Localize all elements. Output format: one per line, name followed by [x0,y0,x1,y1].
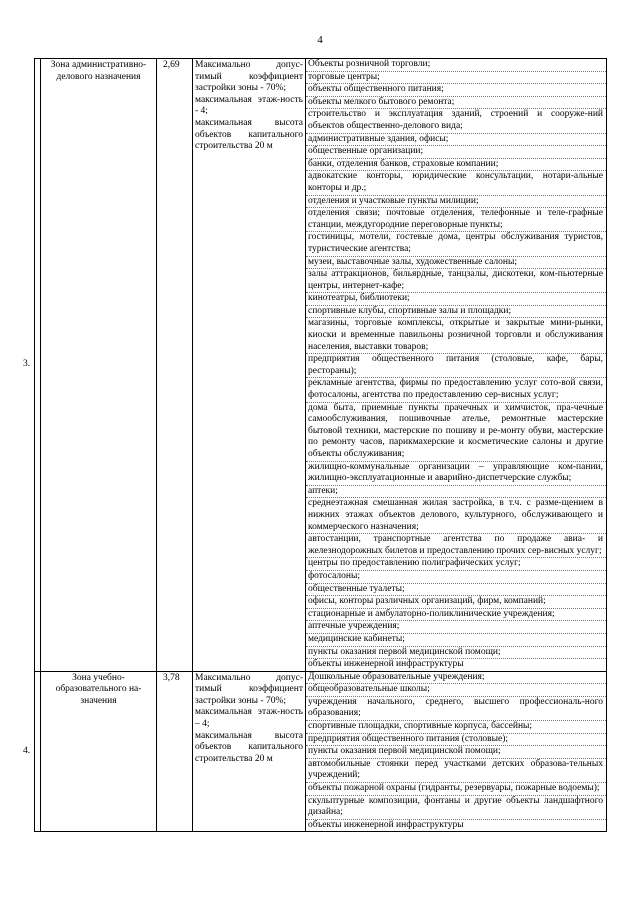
permitted-use-item: дома быта, приемные пункты прачечных и химчисток, пра-чечные самообслуживания, пошивочные ателье, ремонтные мастерские бытовой техники, мастерские по пошиву и ре-монту обуви, мастерские по ремонту часов, парикмахерские и косметические салоны и другие объекты обслуживания; [306,403,606,462]
parameter-line: максимальная высота объектов капитального строительства 20 м [195,730,303,764]
permitted-use-item: общественные туалеты; [306,584,606,597]
permitted-use-item: магазины, торговые комплексы, открытые и закрытые мини-рынки, киоски и временные павильоны розничной торговли и обслуживания населения, выставки товаров; [306,318,606,354]
permitted-use-item: предприятия общественного питания (столовые, кафе, бары, рестораны); [306,354,606,378]
zone-area: 2,69 [157,59,193,672]
permitted-use-item: предприятия общественного питания (столовые); [306,734,606,747]
zone-area: 3,78 [157,671,193,832]
permitted-use-item: музеи, выставочные залы, художественные салоны; [306,257,606,270]
permitted-use-item: торговые центры; [306,72,606,85]
permitted-use-item: спортивные клубы, спортивные залы и площадки; [306,306,606,319]
permitted-use-item: Дошкольные образовательные учреждения; [306,672,606,685]
permitted-use-item: кинотеатры, библиотеки; [306,293,606,306]
permitted-use-item: пункты оказания первой медицинской помощи; [306,746,606,759]
permitted-use-item: фотосалоны; [306,571,606,584]
permitted-use-item: спортивные площадки, спортивные корпуса, бассейны; [306,721,606,734]
permitted-use-item: аптеки; [306,486,606,499]
permitted-uses [306,59,607,672]
permitted-use-item: медицинские кабинеты; [306,634,606,647]
permitted-use-item: объекты инженерной инфраструктуры [308,819,464,830]
table-row [35,671,607,832]
permitted-use-item: гостиницы, мотели, гостевые дома, центры обслуживания туристов, туристические агентства; [306,232,606,256]
permitted-use-item: административные здания, офисы; [306,134,606,147]
permitted-use-item: офисы, конторы различных организаций, фирм, компаний; [306,596,606,609]
zone-name: Зона административно-делового назначения [41,59,157,672]
permitted-use-item: отделения и участковые пункты милиции; [306,196,606,209]
parameter-line: максимальная высота объектов капитального строительства 20 м [195,117,303,152]
permitted-use-item: жилищно-коммунальные организации – управляющие ком-пании, жилищно-эксплуатационные и аварийно-диспетчерские службы; [306,462,606,486]
zone-name: Зона учебно-образовательного на-значения [41,671,157,832]
permitted-use-item: объекты пожарной охраны (гидранты, резервуары, пожарные водоемы); [306,783,606,796]
parameter-line: максимальная этаж-ность - 4; [195,94,303,117]
permitted-use-item: банки, отделения банков, страховые компании; [306,159,606,172]
parameter-line: Максимально допус-тимый коэффициент застройки зоны - 70%; [195,672,303,706]
permitted-use-item: стационарные и амбулаторно-поликлинические учреждения; [306,609,606,622]
permitted-use-item: рекламные агентства, фирмы по предоставлению услуг сото-вой связи, фотосалоны, агентства по предоставлению сер-висных услуг; [306,378,606,402]
permitted-use-item: автомобильные стоянки перед участками детских образова-тельных учреждений; [306,759,606,783]
page-number: 4 [317,34,323,46]
permitted-use-item: автостанции, транспортные агентства по продаже авиа- и железнодорожных билетов и предоставлению прочих сер-висных услуг; [306,534,606,558]
table-row [35,59,607,672]
permitted-use-item: скульптурные композиции, фонтаны и другие объекты ландшафтного дизайна; [306,796,606,820]
row-number: 3. [23,359,31,370]
permitted-use-item: Объекты розничной торговли; [306,59,606,72]
parameter-line: Максимально допус-тимый коэффициент застройки зоны - 70%; [195,60,303,94]
permitted-use-item: строительство и эксплуатация зданий, строений и сооруже-ний объектов общественно-делового вида; [306,109,606,133]
zoning-table [23,58,607,832]
permitted-use-item: объекты инженерной инфраструктуры [308,659,464,670]
permitted-use-item: общественные организации; [306,146,606,159]
construction-parameters [193,671,306,832]
permitted-use-item: общеобразовательные школы; [306,684,606,697]
row-number: 4. [23,745,31,756]
permitted-uses [306,671,607,832]
permitted-use-item: объекты мелкого бытового ремонта; [306,97,606,110]
permitted-use-item: пункты оказания первой медицинской помощи; [306,647,606,660]
permitted-use-item: аптечные учреждения; [306,621,606,634]
permitted-use-item: объекты общественного питания; [306,84,606,97]
permitted-use-item: центры по предоставлению полиграфических услуг; [306,558,606,571]
construction-parameters [193,59,306,672]
permitted-use-item: залы аттракционов, бильярдные, танцзалы, дискотеки, ком-пьютерные центры, интернет-кафе; [306,269,606,293]
permitted-use-item: отделения связи; почтовые отделения, телефонные и теле-графные станции, междугородние переговорные пункты; [306,208,606,232]
permitted-use-item: учреждения начального, среднего, высшего профессиональ-ного образования; [306,697,606,721]
permitted-use-item: среднеэтажная смешанная жилая застройка, в т.ч. с разме-щением в нижних этажах объектов делового, культурного, обслуживающего и коммерческого назначения; [306,498,606,534]
parameter-line: максимальная этаж-ность – 4; [195,707,303,730]
permitted-use-item: адвокатские конторы, юридические консультации, нотари-альные конторы и др.; [306,171,606,195]
